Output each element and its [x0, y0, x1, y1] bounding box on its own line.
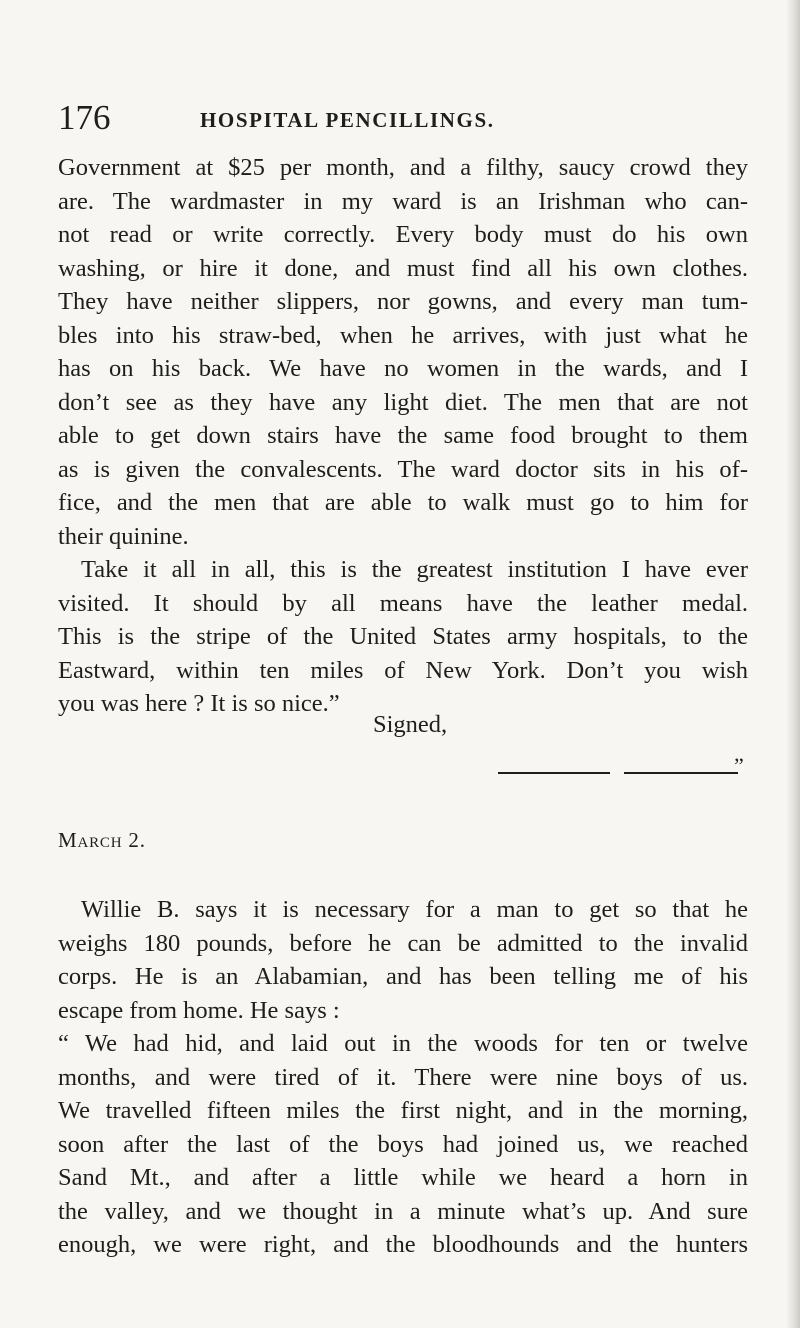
- text-line: visited. It should by all means have the leather medal.: [58, 589, 748, 617]
- text-line: escape from home. He says :: [58, 996, 340, 1024]
- signature-rule: [624, 772, 738, 774]
- paragraph-continued: [58, 151, 748, 553]
- text-line: bles into his straw-bed, when he arrives, with just what he: [58, 321, 748, 349]
- text-line: washing, or hire it done, and must find all his own clothes.: [58, 254, 748, 282]
- text-line: enough, we were right, and the bloodhounds and the hunters: [58, 1231, 748, 1258]
- text-line: months, and were tired of it. There were nine boys of us.: [58, 1063, 748, 1091]
- page-header: [58, 98, 748, 138]
- page-number: 176: [58, 98, 111, 137]
- text-line: not read or write correctly. Every body must do his own: [58, 221, 748, 248]
- text-line: Take it all in all, this is the greatest institution I have ever: [81, 556, 748, 583]
- text-line: the valley, and we thought in a minute what’s up. And sure: [58, 1197, 748, 1225]
- page-edge-shadow: [786, 0, 800, 1328]
- signature-rule: [498, 772, 610, 774]
- text-line: you was here ? It is so nice.”: [58, 690, 340, 717]
- text-line: We travelled fifteen miles the first night, and in the morning,: [58, 1097, 748, 1124]
- paragraph: [58, 1027, 748, 1262]
- running-head: HOSPITAL PENCILLINGS.: [200, 108, 495, 132]
- text-line: Willie B. says it is necessary for a man to get so that he: [81, 896, 748, 923]
- text-line: weighs 180 pounds, before he can be admitted to the invalid: [58, 929, 748, 957]
- text-block-bottom: [58, 893, 748, 1262]
- dateline: March 2.: [58, 828, 146, 852]
- text-line: This is the stripe of the United States army hospitals, to the: [58, 623, 748, 650]
- text-line: “ We had hid, and laid out in the woods for ten or twelve: [58, 1030, 748, 1057]
- text-line: Sand Mt., and after a little while we heard a horn in: [58, 1164, 748, 1191]
- text-line: don’t see as they have any light diet. The men that are not: [58, 388, 748, 416]
- text-line: fice, and the men that are able to walk must go to him for: [58, 489, 748, 516]
- text-line: corps. He is an Alabamian, and has been telling me of his: [58, 963, 748, 990]
- text-line: as is given the convalescents. The ward doctor sits in his of-: [58, 455, 748, 483]
- signature-blank: [498, 753, 748, 780]
- text-line: their quinine.: [58, 522, 189, 550]
- text-line: has on his back. We have no women in the wards, and I: [58, 355, 748, 382]
- text-line: They have neither slippers, nor gowns, and every man tum-: [58, 288, 748, 315]
- text-line: Government at $25 per month, and a filthy, saucy crowd they: [58, 154, 748, 181]
- text-block-top: [58, 151, 748, 721]
- text-line: are. The wardmaster in my ward is an Irishman who can-: [58, 187, 748, 215]
- paragraph: [58, 553, 748, 721]
- text-line: soon after the last of the boys had joined us, we reached: [58, 1130, 748, 1158]
- closing-quote: ”: [734, 753, 744, 778]
- paragraph: [58, 893, 748, 1027]
- text-line: Eastward, within ten miles of New York. Don’t you wish: [58, 656, 748, 684]
- text-line: able to get down stairs have the same food brought to them: [58, 422, 748, 449]
- signed-label: Signed,: [373, 711, 448, 738]
